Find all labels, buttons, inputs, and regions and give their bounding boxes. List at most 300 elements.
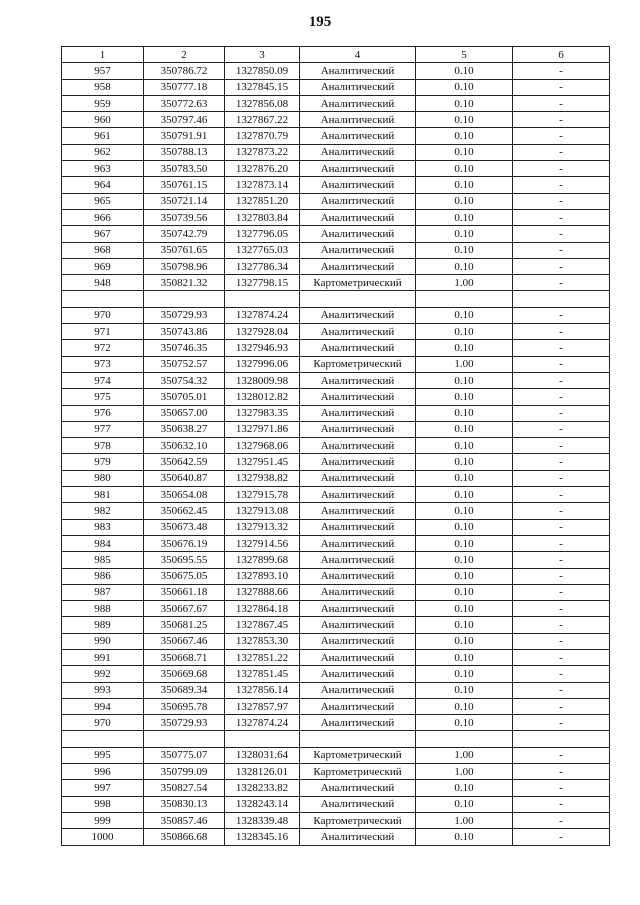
column-header: 5	[416, 47, 513, 63]
table-cell: 350761.65	[144, 242, 225, 258]
table-cell: -	[513, 177, 610, 193]
table-row	[62, 226, 610, 242]
table-cell: -	[513, 161, 610, 177]
table-row	[62, 307, 610, 323]
table-cell: 350657.00	[144, 405, 225, 421]
table-cell: 350667.67	[144, 601, 225, 617]
table-cell: 1327938.82	[225, 470, 300, 486]
table-cell: 1327914.56	[225, 535, 300, 551]
table-cell: Аналитический	[300, 340, 416, 356]
table-cell: -	[513, 568, 610, 584]
table-cell: Аналитический	[300, 405, 416, 421]
table-cell: 959	[62, 95, 144, 111]
table-cell: 0.10	[416, 454, 513, 470]
table-cell: -	[513, 649, 610, 665]
table-cell: 973	[62, 356, 144, 372]
table-cell: -	[513, 780, 610, 796]
table-cell: 1327796.05	[225, 226, 300, 242]
table-cell: 971	[62, 324, 144, 340]
table-cell: Аналитический	[300, 666, 416, 682]
column-header: 3	[225, 47, 300, 63]
table-cell: Аналитический	[300, 617, 416, 633]
table-row	[62, 649, 610, 665]
table-row	[62, 356, 610, 372]
table-cell: Аналитический	[300, 177, 416, 193]
table-cell: 981	[62, 487, 144, 503]
table-cell: -	[513, 503, 610, 519]
table-cell: Аналитический	[300, 633, 416, 649]
table-cell: Картометрический	[300, 812, 416, 828]
table-row	[62, 715, 610, 731]
table-cell: Аналитический	[300, 715, 416, 731]
table-cell: -	[513, 796, 610, 812]
table-cell: 0.10	[416, 552, 513, 568]
table-row	[62, 503, 610, 519]
table-cell: Аналитический	[300, 470, 416, 486]
table-cell: -	[513, 356, 610, 372]
table-cell: 962	[62, 144, 144, 160]
table-cell: 969	[62, 258, 144, 274]
table-row	[62, 275, 610, 291]
table-cell: 1328345.16	[225, 829, 300, 845]
table-cell: Аналитический	[300, 552, 416, 568]
table-row	[62, 633, 610, 649]
table-cell: 350667.46	[144, 633, 225, 649]
table-cell: 0.10	[416, 682, 513, 698]
table-cell: -	[513, 421, 610, 437]
table-cell: -	[513, 405, 610, 421]
table-cell: Аналитический	[300, 128, 416, 144]
table-cell: 350638.27	[144, 421, 225, 437]
table-cell: 1327798.15	[225, 275, 300, 291]
table-cell: 350695.55	[144, 552, 225, 568]
table-cell: Аналитический	[300, 796, 416, 812]
table-cell: Аналитический	[300, 242, 416, 258]
table-row	[62, 389, 610, 405]
table-cell	[144, 291, 225, 307]
table-cell: 980	[62, 470, 144, 486]
table-cell: Аналитический	[300, 535, 416, 551]
table-row	[62, 698, 610, 714]
table-cell: 990	[62, 633, 144, 649]
table-header-row	[62, 47, 610, 63]
table-cell: 957	[62, 63, 144, 79]
table-row	[62, 666, 610, 682]
table-cell: 350676.19	[144, 535, 225, 551]
table-cell: -	[513, 519, 610, 535]
table-cell: 0.10	[416, 780, 513, 796]
table-cell: Аналитический	[300, 584, 416, 600]
table-cell: 0.10	[416, 63, 513, 79]
table-cell: 1328031.64	[225, 747, 300, 763]
table-cell	[225, 291, 300, 307]
table-cell: 1327870.79	[225, 128, 300, 144]
table-cell: 0.10	[416, 177, 513, 193]
table-cell: 1327786.34	[225, 258, 300, 274]
table-cell: 0.10	[416, 649, 513, 665]
table-cell: Аналитический	[300, 780, 416, 796]
table-cell: Аналитический	[300, 649, 416, 665]
table-cell: -	[513, 584, 610, 600]
table-cell: -	[513, 372, 610, 388]
table-cell: 350798.96	[144, 258, 225, 274]
table-cell: 1327983.35	[225, 405, 300, 421]
table-row	[62, 796, 610, 812]
table-cell: 350669.68	[144, 666, 225, 682]
table-cell: 970	[62, 715, 144, 731]
table-cell: 0.10	[416, 372, 513, 388]
table-cell: 1327951.45	[225, 454, 300, 470]
table-row	[62, 584, 610, 600]
table-cell: -	[513, 307, 610, 323]
table-cell: -	[513, 487, 610, 503]
table-cell: -	[513, 324, 610, 340]
table-cell: -	[513, 112, 610, 128]
table-row	[62, 487, 610, 503]
table-cell: 350830.13	[144, 796, 225, 812]
table-cell: 0.10	[416, 503, 513, 519]
table-cell: 999	[62, 812, 144, 828]
table-row	[62, 258, 610, 274]
table-cell: 1327946.93	[225, 340, 300, 356]
table-cell: 0.10	[416, 421, 513, 437]
table-cell: 1327845.15	[225, 79, 300, 95]
table-row	[62, 812, 610, 828]
table-cell: Аналитический	[300, 829, 416, 845]
table-cell: 350788.13	[144, 144, 225, 160]
page-number: 195	[308, 14, 332, 30]
table-cell: 964	[62, 177, 144, 193]
column-header: 1	[62, 47, 144, 63]
table-cell: -	[513, 698, 610, 714]
table-cell: 1327851.22	[225, 649, 300, 665]
table-cell: 992	[62, 666, 144, 682]
table-cell	[225, 731, 300, 747]
table-cell: 961	[62, 128, 144, 144]
table-cell: 1000	[62, 829, 144, 845]
table-cell: 1327765.03	[225, 242, 300, 258]
table-cell: 0.10	[416, 209, 513, 225]
table-cell: Картометрический	[300, 747, 416, 763]
table-cell: 350689.34	[144, 682, 225, 698]
table-row	[62, 177, 610, 193]
table-cell: 350821.32	[144, 275, 225, 291]
table-cell: 970	[62, 307, 144, 323]
table-cell: Аналитический	[300, 79, 416, 95]
table-cell: Картометрический	[300, 275, 416, 291]
table-row	[62, 829, 610, 845]
table-cell: 989	[62, 617, 144, 633]
table-cell: 350721.14	[144, 193, 225, 209]
table-cell: 993	[62, 682, 144, 698]
table-row	[62, 454, 610, 470]
table-cell: -	[513, 666, 610, 682]
table-cell: 350772.63	[144, 95, 225, 111]
table-row	[62, 617, 610, 633]
table-cell: 0.10	[416, 324, 513, 340]
table-cell: 1328126.01	[225, 764, 300, 780]
table-cell: 1327873.14	[225, 177, 300, 193]
column-header: 2	[144, 47, 225, 63]
table-cell: 0.10	[416, 470, 513, 486]
table-cell: Аналитический	[300, 161, 416, 177]
table-cell: 1327867.22	[225, 112, 300, 128]
table-cell: 0.10	[416, 258, 513, 274]
table-cell: 1327874.24	[225, 307, 300, 323]
table-row	[62, 421, 610, 437]
table-cell: -	[513, 552, 610, 568]
table-cell: 1327851.45	[225, 666, 300, 682]
table-cell: -	[513, 633, 610, 649]
table-cell	[62, 731, 144, 747]
table-cell: 983	[62, 519, 144, 535]
table-cell: 0.10	[416, 633, 513, 649]
table-cell: -	[513, 682, 610, 698]
table-cell: 0.10	[416, 128, 513, 144]
table-cell: 1327876.20	[225, 161, 300, 177]
column-header: 4	[300, 47, 416, 63]
table-cell: 0.10	[416, 340, 513, 356]
table-cell: 350654.08	[144, 487, 225, 503]
table-cell: 350729.93	[144, 715, 225, 731]
table-cell: 350681.25	[144, 617, 225, 633]
table-cell: Картометрический	[300, 764, 416, 780]
table-cell: Аналитический	[300, 112, 416, 128]
table-cell: -	[513, 829, 610, 845]
table-cell: 350827.54	[144, 780, 225, 796]
table-cell: 986	[62, 568, 144, 584]
table-cell: 976	[62, 405, 144, 421]
table-cell: 350739.56	[144, 209, 225, 225]
table-cell: 979	[62, 454, 144, 470]
table-cell: 350729.93	[144, 307, 225, 323]
table-row	[62, 552, 610, 568]
table-row	[62, 144, 610, 160]
table-cell: 1327968.06	[225, 438, 300, 454]
table-row	[62, 128, 610, 144]
table-cell: Аналитический	[300, 209, 416, 225]
table-cell: 988	[62, 601, 144, 617]
table-cell: Аналитический	[300, 503, 416, 519]
table-cell: -	[513, 747, 610, 763]
table-cell: 0.10	[416, 698, 513, 714]
table-row	[62, 764, 610, 780]
table-cell: 1327893.10	[225, 568, 300, 584]
table-cell: -	[513, 193, 610, 209]
table-cell: 1327888.66	[225, 584, 300, 600]
table-cell: 1328243.14	[225, 796, 300, 812]
table-cell: 0.10	[416, 829, 513, 845]
table-cell	[62, 291, 144, 307]
table-cell: 1327915.78	[225, 487, 300, 503]
table-row	[62, 291, 610, 307]
table-cell: 350642.59	[144, 454, 225, 470]
table-cell: -	[513, 209, 610, 225]
table-cell: 350799.09	[144, 764, 225, 780]
table-cell: 350705.01	[144, 389, 225, 405]
table-cell: -	[513, 242, 610, 258]
table-cell: 350761.15	[144, 177, 225, 193]
table-cell: Аналитический	[300, 601, 416, 617]
table-cell: 963	[62, 161, 144, 177]
table-cell: Аналитический	[300, 698, 416, 714]
table-row	[62, 731, 610, 747]
table-cell: 350746.35	[144, 340, 225, 356]
table-cell	[513, 291, 610, 307]
table-body	[62, 63, 610, 845]
table-row	[62, 372, 610, 388]
table-row	[62, 405, 610, 421]
table-cell: 350777.18	[144, 79, 225, 95]
table-cell: -	[513, 715, 610, 731]
table-cell: 0.10	[416, 226, 513, 242]
table-cell: 0.10	[416, 95, 513, 111]
table-cell: 1327850.09	[225, 63, 300, 79]
table-cell: 0.10	[416, 307, 513, 323]
coordinates-table	[61, 46, 610, 846]
table-cell	[513, 731, 610, 747]
table-cell: 1327856.14	[225, 682, 300, 698]
table-cell: 1328009.98	[225, 372, 300, 388]
table-cell: -	[513, 764, 610, 780]
table-cell	[416, 731, 513, 747]
table-cell: 1327856.08	[225, 95, 300, 111]
table-cell: Аналитический	[300, 421, 416, 437]
table-cell: 350775.07	[144, 747, 225, 763]
table-cell: 350668.71	[144, 649, 225, 665]
table-cell: Аналитический	[300, 454, 416, 470]
table-cell: 0.10	[416, 161, 513, 177]
table-cell: -	[513, 601, 610, 617]
table-row	[62, 242, 610, 258]
table-cell: 350661.18	[144, 584, 225, 600]
table-cell: Аналитический	[300, 519, 416, 535]
table-row	[62, 470, 610, 486]
table-row	[62, 568, 610, 584]
table-cell: -	[513, 535, 610, 551]
table-cell: 1.00	[416, 747, 513, 763]
table-cell: 1327913.08	[225, 503, 300, 519]
table-row	[62, 112, 610, 128]
table-cell: 0.10	[416, 796, 513, 812]
table-cell: 0.10	[416, 519, 513, 535]
table-cell: -	[513, 63, 610, 79]
table-cell: 960	[62, 112, 144, 128]
table-cell: Аналитический	[300, 487, 416, 503]
table-cell: Картометрический	[300, 356, 416, 372]
table-cell: 1.00	[416, 812, 513, 828]
table-cell: -	[513, 438, 610, 454]
table-cell	[300, 291, 416, 307]
table-cell: 0.10	[416, 193, 513, 209]
table-cell: -	[513, 340, 610, 356]
table-row	[62, 340, 610, 356]
table-cell: 977	[62, 421, 144, 437]
table-cell: 1327864.18	[225, 601, 300, 617]
table-cell	[416, 291, 513, 307]
table-cell: Аналитический	[300, 372, 416, 388]
table-cell: Аналитический	[300, 193, 416, 209]
table-cell: 985	[62, 552, 144, 568]
table-cell: 975	[62, 389, 144, 405]
table-cell: 972	[62, 340, 144, 356]
table-cell: 350695.78	[144, 698, 225, 714]
table-cell: 350866.68	[144, 829, 225, 845]
table-cell: -	[513, 79, 610, 95]
table-cell: Аналитический	[300, 63, 416, 79]
table-cell: 0.10	[416, 389, 513, 405]
table-cell: 1327874.24	[225, 715, 300, 731]
table-cell: Аналитический	[300, 682, 416, 698]
table-row	[62, 535, 610, 551]
table-cell: Аналитический	[300, 568, 416, 584]
table-cell: 1327853.30	[225, 633, 300, 649]
table-cell: -	[513, 258, 610, 274]
table-cell: 350754.32	[144, 372, 225, 388]
table-cell: 1327913.32	[225, 519, 300, 535]
table-cell: 0.10	[416, 601, 513, 617]
table-cell: 0.10	[416, 568, 513, 584]
table-cell: 978	[62, 438, 144, 454]
table-cell: Аналитический	[300, 95, 416, 111]
table-cell: 0.10	[416, 617, 513, 633]
table-cell: -	[513, 389, 610, 405]
table-cell: -	[513, 275, 610, 291]
table-row	[62, 209, 610, 225]
table-cell: 0.10	[416, 112, 513, 128]
table-cell: 350857.46	[144, 812, 225, 828]
table-cell: 350786.72	[144, 63, 225, 79]
table-cell: 0.10	[416, 666, 513, 682]
table-cell: Аналитический	[300, 144, 416, 160]
table-cell: Аналитический	[300, 258, 416, 274]
table-cell: 350632.10	[144, 438, 225, 454]
table-cell: -	[513, 454, 610, 470]
table-cell: Аналитический	[300, 226, 416, 242]
table-row	[62, 95, 610, 111]
table-cell: 350742.79	[144, 226, 225, 242]
table-cell: 1.00	[416, 764, 513, 780]
table-cell: 974	[62, 372, 144, 388]
table-cell: -	[513, 812, 610, 828]
table-cell: 350791.91	[144, 128, 225, 144]
table-cell: 1.00	[416, 356, 513, 372]
table-cell: 1328339.48	[225, 812, 300, 828]
table-cell: 350675.05	[144, 568, 225, 584]
table-row	[62, 682, 610, 698]
table-cell: Аналитический	[300, 324, 416, 340]
table-cell: -	[513, 128, 610, 144]
table-cell: 998	[62, 796, 144, 812]
table-cell: 1327928.04	[225, 324, 300, 340]
table-cell: 995	[62, 747, 144, 763]
table-row	[62, 79, 610, 95]
table-cell: 1327873.22	[225, 144, 300, 160]
table-row	[62, 601, 610, 617]
table-cell: 350662.45	[144, 503, 225, 519]
table-cell: 1328012.82	[225, 389, 300, 405]
table-cell: 968	[62, 242, 144, 258]
table-cell: 1.00	[416, 275, 513, 291]
table-cell: 994	[62, 698, 144, 714]
table-cell: Аналитический	[300, 307, 416, 323]
table-cell: 0.10	[416, 79, 513, 95]
table-cell: -	[513, 95, 610, 111]
table-cell: 1327857.97	[225, 698, 300, 714]
table-cell: 350797.46	[144, 112, 225, 128]
table-cell: 967	[62, 226, 144, 242]
table-cell: Аналитический	[300, 438, 416, 454]
